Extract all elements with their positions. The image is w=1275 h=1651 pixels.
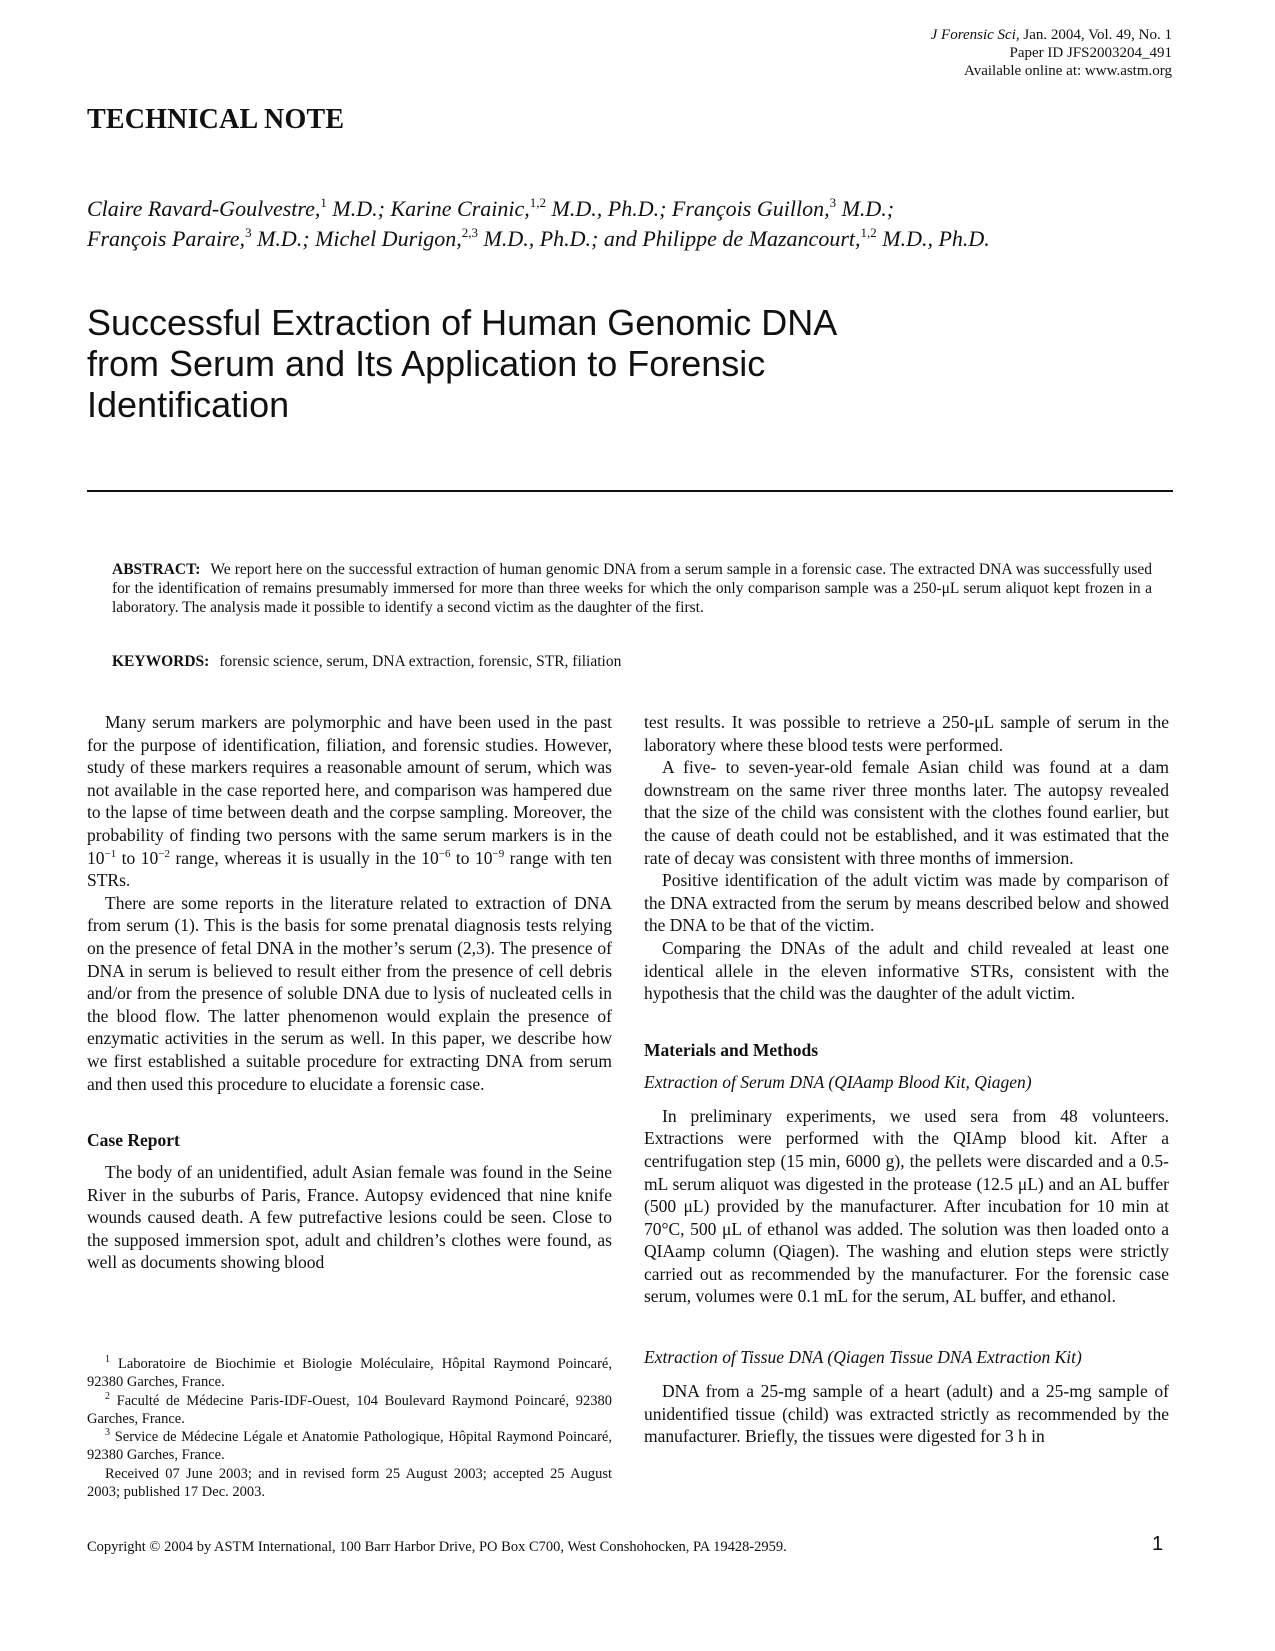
paragraph: In preliminary experiments, we used sera from 48 volunteers. Extractions were performed with the QIAmp blood kit. After a centrifugation step (15 min, 6000 g), the pellets were discarded and a 0.5-mL serum aliquot was digested in the protease (12.5 μL) and an AL buffer (500 μL) provided by the manufacturer. After incubation for 10 min at 70°C, 500 μL of ethanol was added. The solution was then loaded onto a QIAamp column (Qiagen). The washing and elution steps were strictly carried out as recommended by the manufacturer. For the forensic case serum, volumes were 0.1 mL for the serum, AL buffer, and ethanol. (644, 1105, 1169, 1307)
article-title (87, 302, 887, 425)
title-line: Identification (87, 384, 290, 425)
subsection-heading: Extraction of Tissue DNA (Qiagen Tissue DNA Extraction Kit) (644, 1347, 1082, 1368)
footnote: $^1$ Laboratoire de Biochimie et Biologie Moléculaire, Hôpital Raymond Poincaré, 92380 Garches, France. (87, 1354, 612, 1391)
footnotes (87, 1355, 612, 1501)
paragraph: A five- to seven-year-old female Asian child was found at a dam downstream on the same river three months later. The autopsy revealed that the size of the child was consistent with the clothes found earlier, but the cause of death could not be established, and it was estimated that the rate of decay was consistent with three months of immersion. (644, 757, 1169, 868)
keywords-text: forensic science, serum, DNA extraction, forensic, STR, filiation (219, 653, 622, 670)
paragraph: Positive identification of the adult victim was made by comparison of the DNA extracted from the serum by means described below and showed the DNA to be that of the victim. (644, 870, 1169, 936)
received-dates: Received 07 June 2003; and in revised form 25 August 2003; accepted 25 August 2003; published 17 Dec. 2003. (87, 1465, 612, 1501)
keywords (112, 653, 621, 671)
section-heading-case-report: Case Report (87, 1130, 180, 1151)
footnote: $^2$ Faculté de Médecine Paris-IDF-Ouest, 104 Boulevard Raymond Poincaré, 92380 Garches, France. (87, 1390, 612, 1427)
keywords-label: KEYWORDS: (112, 653, 210, 670)
author-line-2: François Paraire,$^3$ M.D.; Michel Durigon,$^{2,3}$ M.D., Ph.D.; and Philippe de Mazancourt,$^{1,2}$ M.D., Ph.D. (87, 225, 990, 251)
paragraph: Comparing the DNAs of the adult and child revealed at least one identical allele in the eleven informative STRs, consistent with the hypothesis that the child was the daughter of the adult victim. (644, 937, 1169, 1004)
abstract-text: We report here on the successful extraction of human genomic DNA from a serum sample in a forensic case. The extracted DNA was successfully used for the identification of remains presumably immersed for more than three weeks for which the only comparison sample was a 250-μL serum aliquot kept frozen in a laboratory. The analysis made it possible to identify a second victim as the daughter of the first. (112, 561, 1152, 616)
title-divider (87, 490, 1173, 492)
page-number: 1 (1152, 1533, 1164, 1555)
paragraph: Many serum markers are polymorphic and have been used in the past for the purpose of identification, filiation, and forensic studies. However, study of these markers requires a reasonable amount of serum, which was not available in the case reported here, and comparison was hampered due to the lapse of time between death and the corpse sampling. Moreover, the probability of finding two persons with the same serum markers is in the $10^{-1}$ to $10^{-2}$ range, whereas it is usually in the $10^{-6}$ to $10^{-9}$ range with ten STRs. (87, 712, 612, 891)
paragraph: DNA from a 25-mg sample of a heart (adult) and a 25-mg sample of unidentified tissue (child) was extracted strictly as recommended by the manufacturer. Briefly, the tissues were digested for 3 h in (644, 1381, 1169, 1447)
paragraph: The body of an unidentified, adult Asian female was found in the Seine River in the suburbs of Paris, France. Autopsy evidenced that nine knife wounds caused death. A few putrefactive lesions could be seen. Close to the supposed immersion spot, adult and children’s clothes were found, as well as documents showing blood (87, 1162, 612, 1273)
subsection-heading: Extraction of Serum DNA (QIAamp Blood Kit, Qiagen) (644, 1071, 1032, 1092)
journal-issue: Jan. 2004, Vol. 49, No. 1 (1019, 27, 1172, 43)
title-line: from Serum and Its Application to Forensic (87, 343, 766, 384)
article-type-label: TECHNICAL NOTE (87, 104, 345, 135)
paragraph: There are some reports in the literature related to extraction of DNA from serum (1). This is the basis for some prenatal diagnosis tests relying on the presence of fetal DNA in the mother’s serum (2,3). The presence of DNA in serum is believed to result either from the presence of cell debris and/or from the presence of soluble DNA due to lysis of nucleated cells in the blood flow. The latter phenomenon would explain the presence of enzymatic activities in the serum as well. In this paper, we describe how we first established a suitable procedure for extracting DNA from serum and then used this procedure to elucidate a forensic case. (87, 892, 612, 1094)
author-line-1: Claire Ravard-Goulvestre,$^1$ M.D.; Karine Crainic,$^{1,2}$ M.D., Ph.D.; François Guillon,$^3$ M.D.; (87, 195, 895, 221)
availability-line: Available online at: www.astm.org (963, 63, 1172, 79)
abstract (112, 560, 1152, 617)
journal-name: J Forensic Sci, (930, 27, 1020, 43)
journal-header (931, 26, 1172, 80)
section-heading-methods: Materials and Methods (644, 1039, 819, 1060)
title-line: Successful Extraction of Human Genomic DNA (87, 302, 838, 343)
body-column-right (644, 711, 1169, 1448)
paragraph: test results. It was possible to retrieve a 250-μL sample of serum in the laboratory where these blood tests were performed. (644, 712, 1169, 755)
abstract-label: ABSTRACT: (112, 561, 201, 578)
footnote: $^3$ Service de Médecine Légale et Anatomie Pathologique, Hôpital Raymond Poincaré, 92380 Garches, France. (87, 1427, 612, 1464)
body-column-left (87, 711, 612, 1274)
copyright-line: Copyright © 2004 by ASTM International, 100 Barr Harbor Drive, PO Box C700, West Conshohocken, PA 19428-2959. (87, 1539, 787, 1555)
author-list (87, 194, 1187, 254)
paper-id: Paper ID JFS2003204_491 (1009, 45, 1172, 61)
